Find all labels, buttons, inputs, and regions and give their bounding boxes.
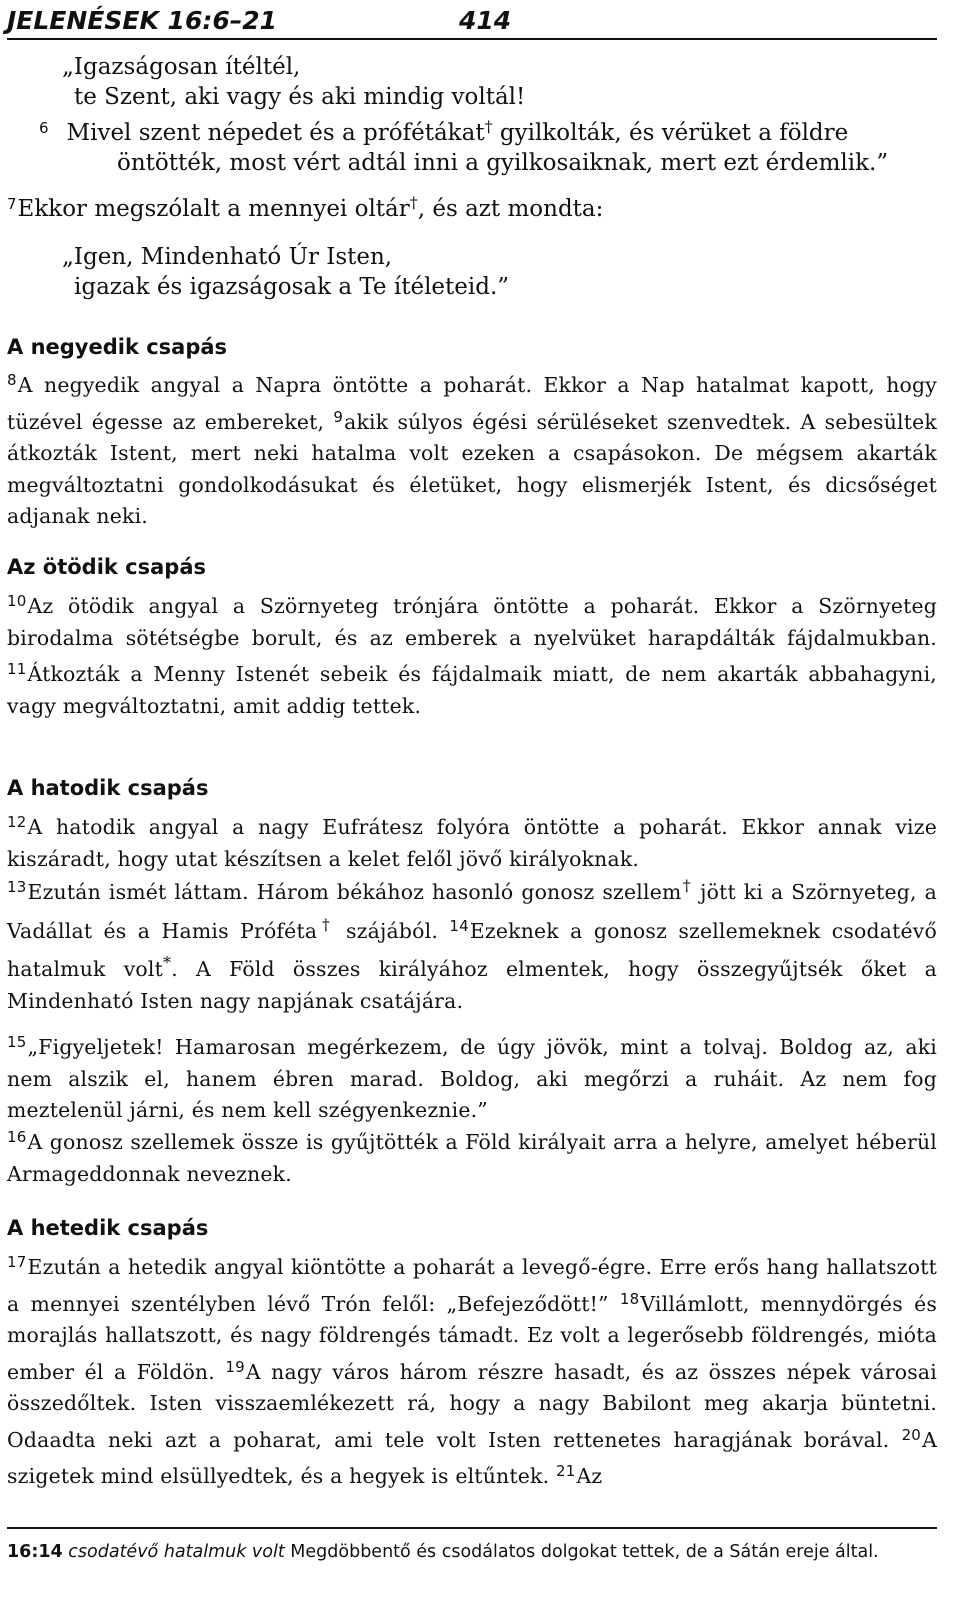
footnote-marker: * xyxy=(163,953,172,972)
verse-text: Mivel szent népedet és a prófétákat xyxy=(66,120,485,146)
verse-text: Ezután a hetedik angyal kiöntötte a poharát a levegő-égre. Erre erős hang hallatszott a mennyei szentélyben lévő Trón felől: „Befejeződött!” xyxy=(7,1255,937,1316)
poem-verse-6 xyxy=(39,52,932,178)
verse-number: 18 xyxy=(619,1289,640,1308)
page-number: 414 xyxy=(459,6,512,35)
verse-text: A gonosz szellemek össze is gyűjtötték a Föld királyait arra a helyre, amelyet héberül Armageddonnak neveznek. xyxy=(7,1130,937,1186)
verse-number: 15 xyxy=(7,1033,27,1051)
verse-number: 10 xyxy=(7,592,27,610)
verse-number: 11 xyxy=(7,660,27,678)
section-heading: Az ötödik csapás xyxy=(7,555,207,579)
verse-text: Az ötödik angyal a Szörnyeteg trónjára öntötte a poharát. Ekkor a Szörnyeteg birodalma sötétségbe borult, és az emberek a nyelvüket harapdálták fájdalmukban. xyxy=(7,594,937,650)
verse-number: 9 xyxy=(333,407,344,426)
poem-line: igazak és igazságosak a Te ítéleteid.” xyxy=(74,274,510,300)
verse-7 xyxy=(7,188,937,224)
paragraph-verses-13-14 xyxy=(7,870,937,1017)
paragraph-verses-8-9 xyxy=(7,365,937,533)
verse-number: 21 xyxy=(555,1462,576,1480)
verse-text: szájából. xyxy=(334,918,450,943)
footnote-text: Megdöbbentő és csodálatos dolgokat tettek, de a Sátán ereje által. xyxy=(290,1542,879,1562)
verse-text: Ezeknek a gonosz szellemeknek csodatévő hatalmuk volt xyxy=(7,918,937,981)
poem-line: te Szent, aki vagy és aki mindig voltál! xyxy=(74,84,526,110)
verse-number: 13 xyxy=(7,878,27,896)
dagger-mark: † xyxy=(317,914,335,934)
footnote-reference: 16:14 xyxy=(7,1542,63,1562)
poem-line-verse-6 xyxy=(39,112,932,148)
verse-text: , és azt mondta: xyxy=(417,196,604,222)
footnote-term: csodatévő hatalmuk volt xyxy=(68,1542,285,1562)
paragraph-verse-12 xyxy=(7,807,937,875)
verse-number: 20 xyxy=(901,1425,922,1444)
verse-number: 16 xyxy=(7,1128,27,1146)
verse-text: A nagy város három részre hasadt, és az összes népek városai összedőltek. Isten visszaemlékezett rá, hogy a nagy Babilont meg akarja büntetni. Odaadta neki azt a poharat, ami tele volt Isten rettenetes haragjának borával. xyxy=(7,1359,938,1452)
verse-text: gyilkolták, és vérüket a földre xyxy=(492,120,849,146)
verse-number: 17 xyxy=(7,1253,27,1271)
verse-text: Az xyxy=(576,1464,603,1488)
verse-text: jött ki a Szörnyeteg, a Vadállat és a Hamis Próféta xyxy=(7,880,938,943)
poem-verse-7 xyxy=(62,242,932,302)
verse-number: 7 xyxy=(7,195,17,213)
paragraph-verses-10-11 xyxy=(7,586,937,722)
verse-number: 12 xyxy=(7,813,27,831)
verse-text: A hatodik angyal a nagy Eufrátesz folyóra öntötte a poharát. Ekkor annak vize kiszáradt, hogy utat készítsen a kelet felől jövő királyoknak. xyxy=(7,815,937,871)
verse-text: „Figyeljetek! Hamarosan megérkezem, de úgy jövök, mint a tolvaj. Boldog az, aki nem alszik el, hanem ébren marad. Boldog, aki megőrzi a ruháit. Az nem fog meztelenül járni, és nem kell szégyenkeznie.” xyxy=(7,1035,937,1122)
poem-line: „Igen, Mindenható Úr Isten, xyxy=(62,244,393,270)
verse-number: 8 xyxy=(7,371,17,389)
poem-line: öntötték, most vért adtál inni a gyilkosaiknak, mert ezt érdemlik.” xyxy=(117,150,889,176)
verse-text: Ezután ismét láttam. Három békához hasonló gonosz szellem xyxy=(27,880,682,904)
verse-text: Ekkor megszólalt a mennyei oltár xyxy=(17,196,410,222)
running-head xyxy=(7,4,937,40)
verse-text: . A Föld összes királyához elmentek, hogy összegyűjtsék őket a Mindenható Isten nagy napjának csatájára. xyxy=(7,957,938,1013)
footnote xyxy=(7,1536,937,1568)
verse-text: A szigetek mind elsüllyedtek, és a hegyek is eltűntek. xyxy=(7,1427,937,1488)
footnote-divider xyxy=(7,1527,937,1529)
paragraph-verse-16 xyxy=(7,1122,937,1190)
verse-text: Villámlott, mennydörgés és morajlás hallatszott, és nagy földrengés támadt. Ez volt a legerősebb földrengés, mióta ember él a Földön. xyxy=(7,1291,937,1384)
paragraph-verse-15 xyxy=(7,1027,937,1127)
verse-text: akik súlyos égési sérüléseket szenvedtek. A sebesültek átkozták Istent, mert neki hatalma volt ezeken a csapásokon. De mégsem akarták megváltoztatni gondolkodásukat és életüket, hogy elismerjék Istent, és dicsőséget adjanak neki. xyxy=(7,409,937,528)
verse-number: 6 xyxy=(39,119,49,137)
section-heading: A hetedik csapás xyxy=(7,1216,209,1240)
verse-text: A negyedik angyal a Napra öntötte a poharát. Ekkor a Nap hatalmat kapott, hogy tüzével égesse az embereket, xyxy=(7,373,937,434)
dagger-mark: † xyxy=(681,876,693,895)
verse-text: Átkozták a Menny Istenét sebeik és fájdalmaik miatt, de nem akarták abbahagyni, vagy megváltoztatni, amit addig tettek. xyxy=(7,662,937,718)
verse-number: 19 xyxy=(225,1357,245,1376)
dagger-mark: † xyxy=(409,193,418,212)
poem-line: „Igazságosan ítéltél, xyxy=(62,54,301,80)
dagger-mark: † xyxy=(484,117,493,136)
chapter-reference: JELENÉSEK 16:6–21 xyxy=(7,6,278,35)
verse-number: 14 xyxy=(449,916,469,935)
paragraph-verses-17-21 xyxy=(7,1247,937,1493)
section-heading: A negyedik csapás xyxy=(7,335,228,359)
section-heading: A hatodik csapás xyxy=(7,776,209,800)
